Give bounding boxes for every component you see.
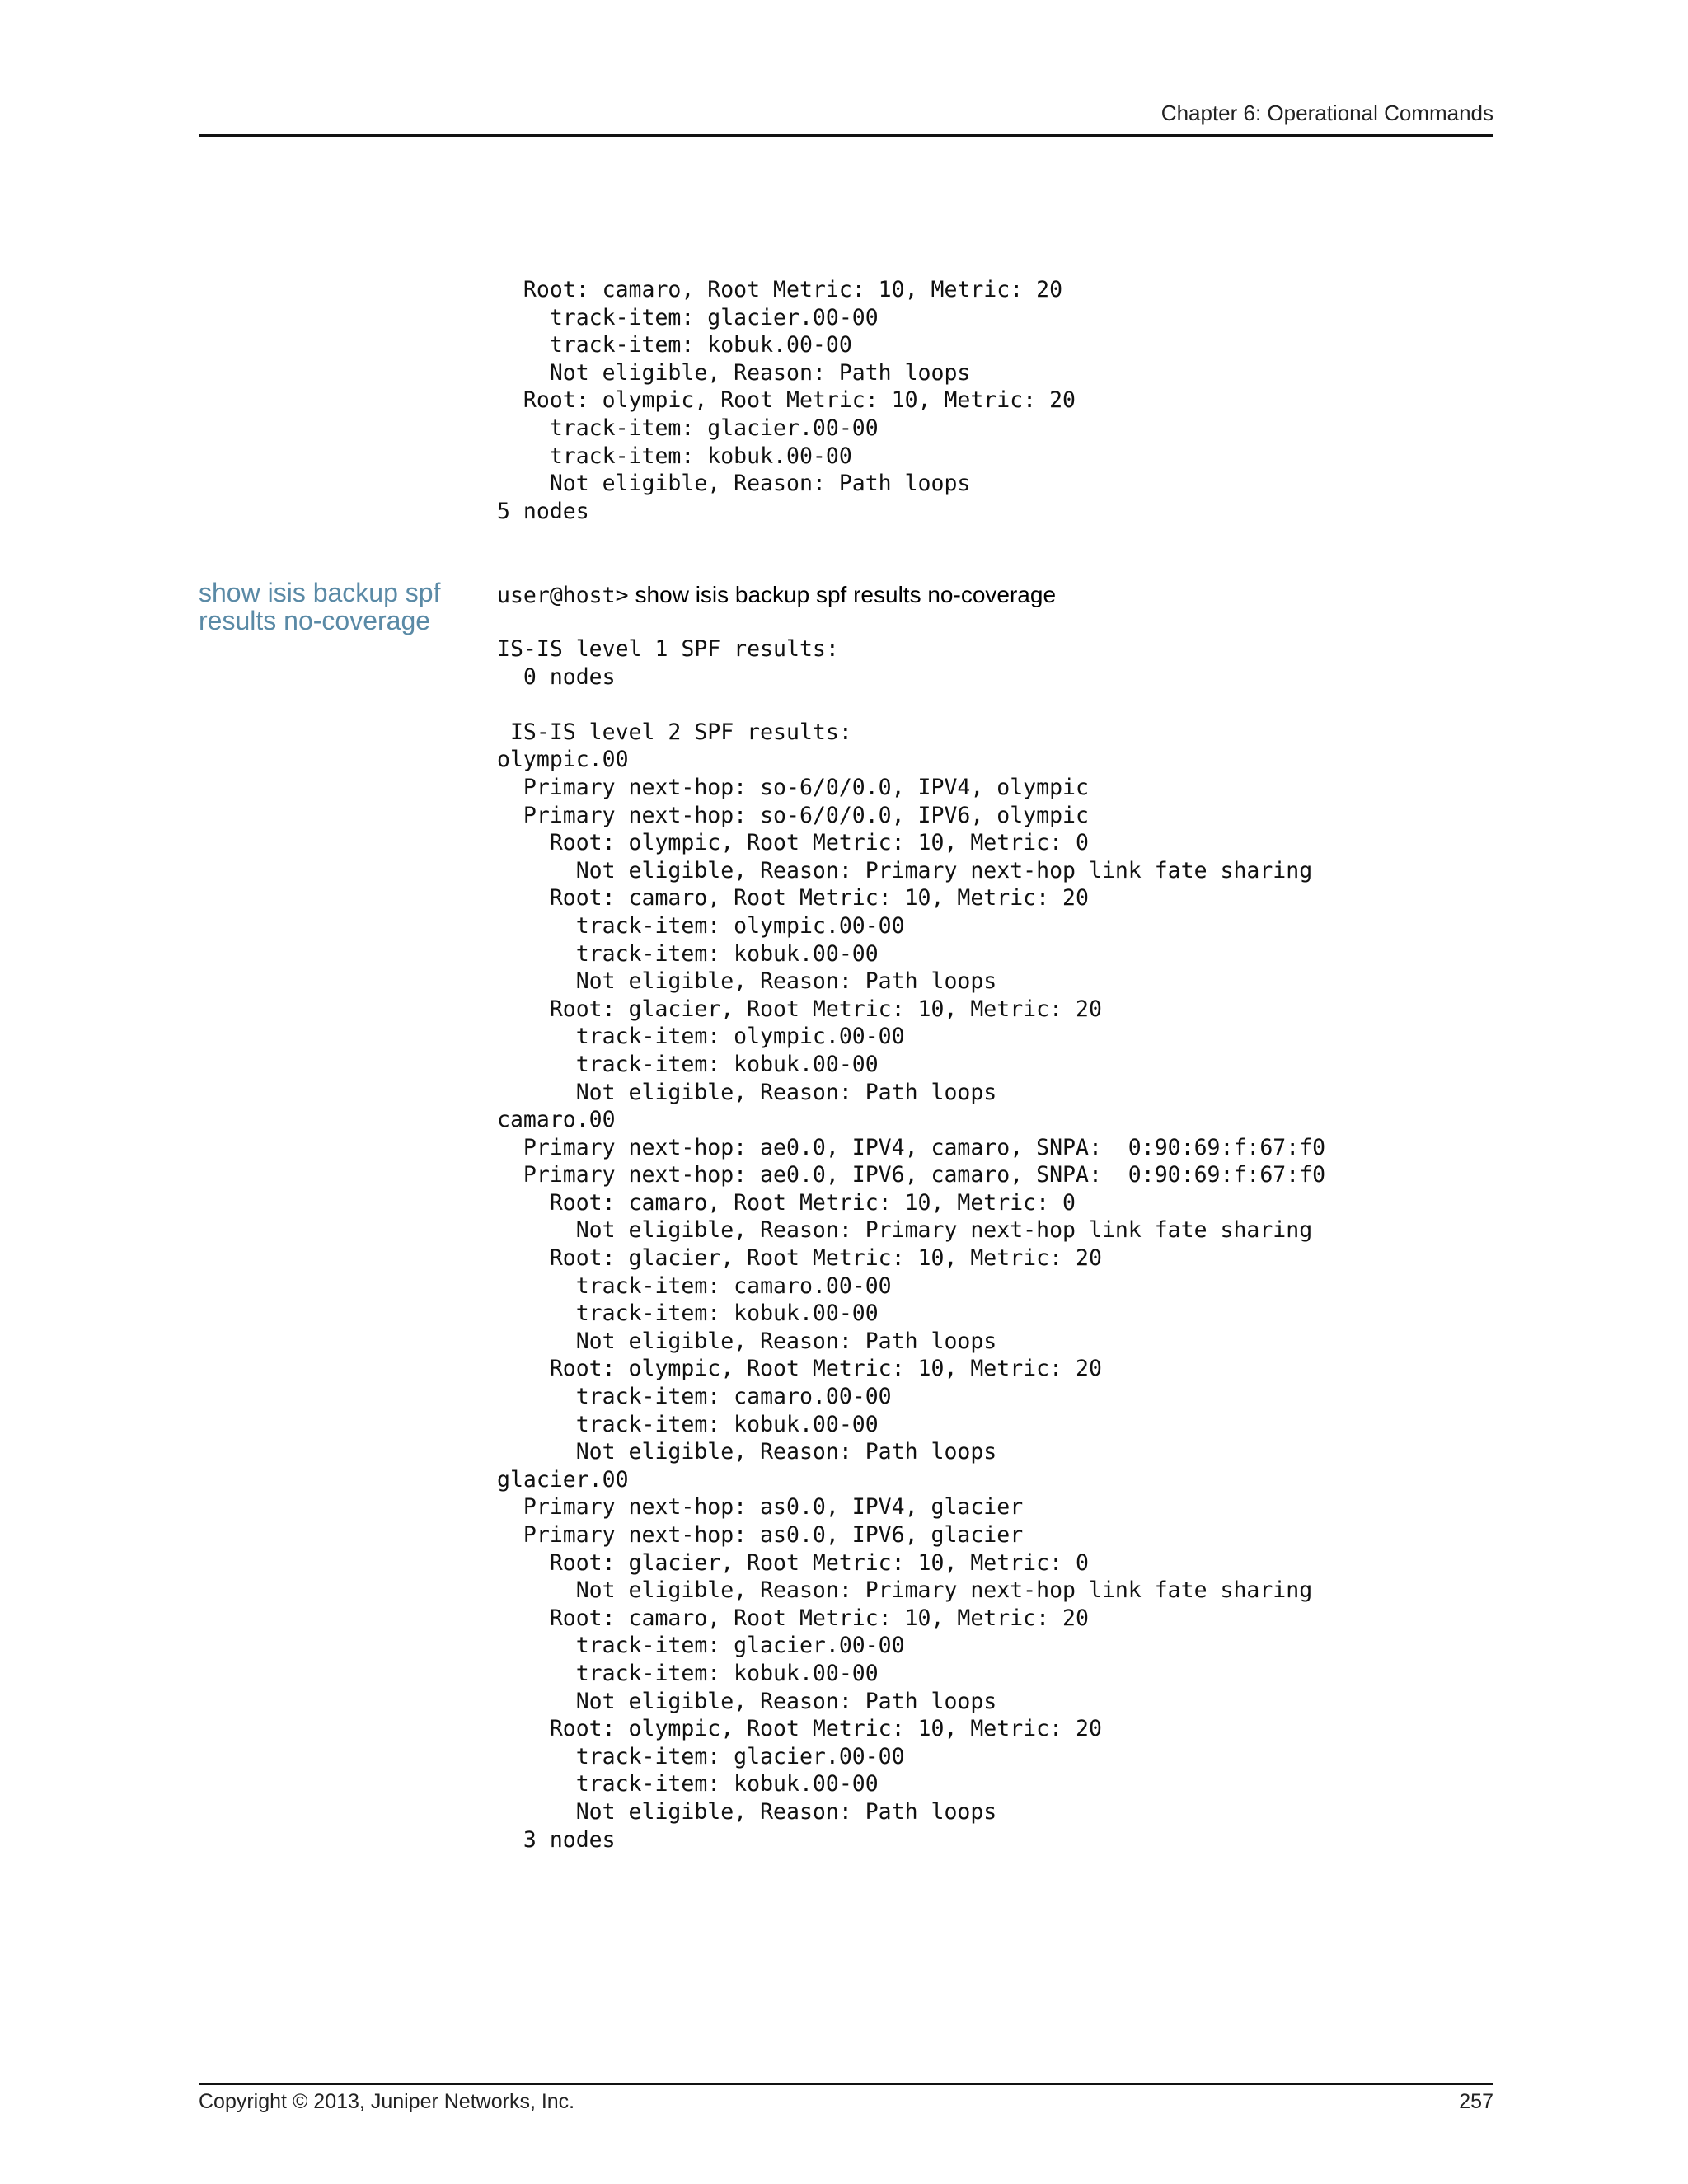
footer-copyright: Copyright © 2013, Juniper Networks, Inc. bbox=[199, 2090, 575, 2113]
section-heading: show isis backup spf results no-coverage bbox=[199, 578, 441, 635]
continuation-output-block: Root: camaro, Root Metric: 10, Metric: 20 track-item: glacier.00-00 track-item: kobuk.00-00 Not eligible, Reason: Path loops Root: olympic, Root Metric: 10, Metric: 20 track-item: glacier.00-00 track-item: kobuk.00-00 Not eligible, Reason: Path loops 5 nodes bbox=[497, 277, 1076, 524]
header-rule bbox=[199, 134, 1493, 137]
page-number: 257 bbox=[1459, 2090, 1493, 2113]
chapter-header: Chapter 6: Operational Commands bbox=[1160, 101, 1493, 125]
command-text: show isis backup spf results no-coverage bbox=[635, 582, 1057, 607]
command-line bbox=[497, 582, 1056, 608]
command-prompt: user@host> bbox=[497, 583, 629, 608]
command-output-block: IS-IS level 1 SPF results: 0 nodes IS-IS level 2 SPF results: olympic.00 Primary next-hop: so-6/0/0.0, IPV4, olympic Primary next-hop: so-6/0/0.0, IPV6, olympic Root: olympic, Root Metric: 10, Metric: 0 Not eligible, Reason: Primary next-hop link fate sharing Root: camaro, Root Metric: 10, Metric: 20 track-item: olympic.00-00 track-item: kobuk.00-00 Not eligible, Reason: Path loops Root: glacier, Root Metric: 10, Metric: 20 track-item: olympic.00-00 track-item: kobuk.00-00 Not eligible, Reason: Path loops camaro.00 Primary next-hop: ae0.0, IPV4, camaro, SNPA: 0:90:69:f:67:f0 Primary next-hop: ae0.0, IPV6, camaro, SNPA: 0:90:69:f:67:f0 Root: camaro, Root Metric: 10, Metric: 0 Not eligible, Reason: Primary next-hop link fate sharing Root: glacier, Root Metric: 10, Metric: 20 track-item: camaro.00-00 track-item: kobuk.00-00 Not eligible, Reason: Path loops Root: olympic, Root Metric: 10, Metric: 20 track-item: camaro.00-00 track-item: kobuk.00-00 Not eligible, Reason: Path loops glacier.00 Primary next-hop: as0.0, IPV4, glacier Primary next-hop: as0.0, IPV6, glacier Root: glacier, Root Metric: 10, Metric: 0 Not eligible, Reason: Primary next-hop link fate sharing Root: camaro, Root Metric: 10, Metric: 20 track-item: glacier.00-00 track-item: kobuk.00-00 Not eligible, Reason: Path loops Root: olympic, Root Metric: 10, Metric: 20 track-item: glacier.00-00 track-item: kobuk.00-00 Not eligible, Reason: Path loops 3 nodes bbox=[497, 636, 1326, 1853]
footer-rule bbox=[199, 2083, 1493, 2085]
